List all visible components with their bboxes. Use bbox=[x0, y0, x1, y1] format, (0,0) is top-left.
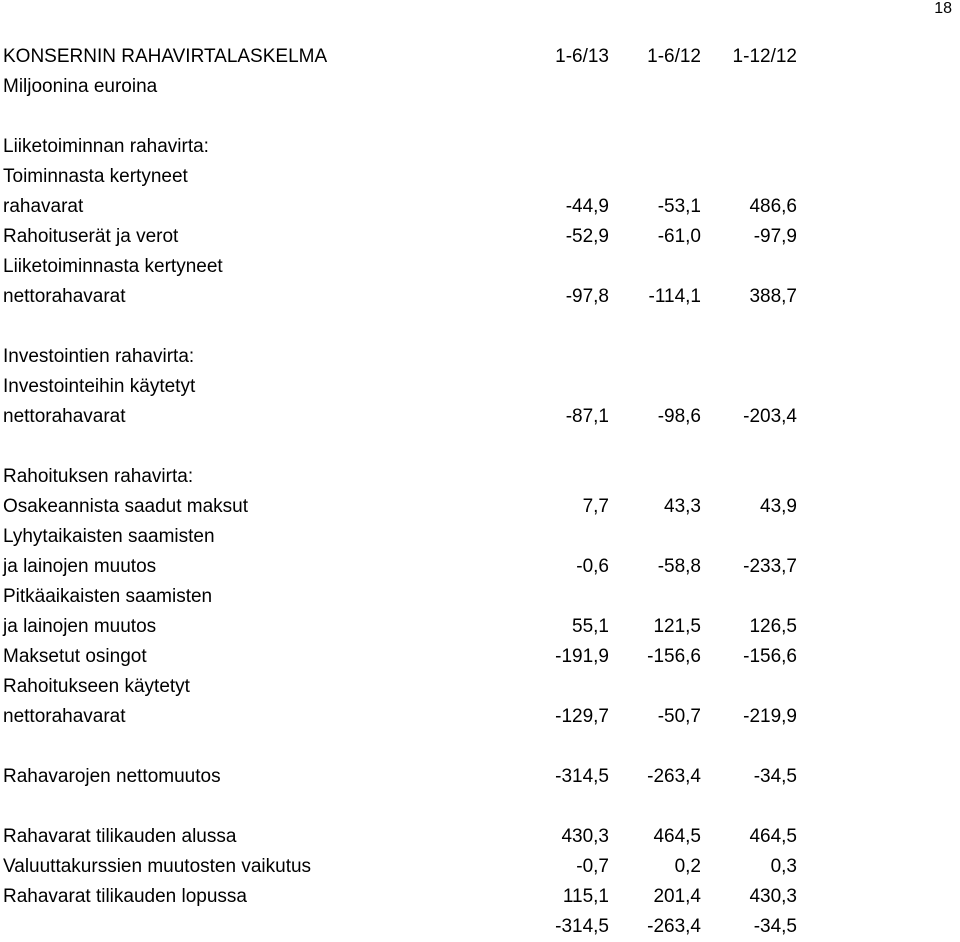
row-value-col-3: 486,6 bbox=[749, 196, 797, 217]
row-value-col-1: -87,1 bbox=[565, 406, 609, 427]
page-title: KONSERNIN RAHAVIRTALASKELMA bbox=[3, 46, 328, 67]
statement-header bbox=[3, 42, 960, 102]
row-value-col-2: 43,3 bbox=[664, 496, 701, 517]
title-row bbox=[3, 42, 960, 72]
table-row bbox=[3, 582, 960, 612]
row-value-col-3: 0,3 bbox=[770, 856, 797, 877]
table-row bbox=[3, 162, 960, 192]
row-value-col-1: 7,7 bbox=[582, 496, 609, 517]
row-label: Liiketoiminnasta kertyneet bbox=[3, 256, 223, 277]
row-value-col-2: 464,5 bbox=[653, 826, 701, 847]
row-value-col-1: -0,7 bbox=[576, 856, 609, 877]
page-subtitle: Miljoonina euroina bbox=[3, 76, 158, 97]
row-label: Liiketoiminnan rahavirta: bbox=[3, 136, 209, 157]
column-header-1-12-12: 1-12/12 bbox=[732, 46, 797, 67]
row-value-col-2: -61,0 bbox=[657, 226, 701, 247]
row-label: ja lainojen muutos bbox=[3, 616, 157, 637]
row-value-col-2: -263,4 bbox=[647, 916, 701, 937]
row-label: nettorahavarat bbox=[3, 706, 126, 727]
row-label: rahavarat bbox=[3, 196, 84, 217]
table-row bbox=[3, 312, 960, 342]
table-row bbox=[3, 912, 960, 942]
row-value-col-1: -52,9 bbox=[565, 226, 609, 247]
row-label: Investointeihin käytetyt bbox=[3, 376, 196, 397]
row-value-col-2: -50,7 bbox=[657, 706, 701, 727]
row-value-col-1: -44,9 bbox=[565, 196, 609, 217]
table-row bbox=[3, 462, 960, 492]
row-label: Rahoituksen rahavirta: bbox=[3, 466, 194, 487]
row-value-col-3: -34,5 bbox=[753, 766, 797, 787]
row-value-col-1: -0,6 bbox=[576, 556, 609, 577]
row-value-col-3: 464,5 bbox=[749, 826, 797, 847]
row-value-col-3: -97,9 bbox=[753, 226, 797, 247]
row-label: Pitkäaikaisten saamisten bbox=[3, 586, 213, 607]
row-value-col-2: -263,4 bbox=[647, 766, 701, 787]
table-row bbox=[3, 342, 960, 372]
row-value-col-3: -156,6 bbox=[743, 646, 797, 667]
row-value-col-3: -219,9 bbox=[743, 706, 797, 727]
row-label: Osakeannista saadut maksut bbox=[3, 496, 249, 517]
table-row bbox=[3, 882, 960, 912]
table-row bbox=[3, 132, 960, 162]
row-value-col-1: 430,3 bbox=[561, 826, 609, 847]
row-value-col-2: 121,5 bbox=[653, 616, 701, 637]
row-value-col-1: 55,1 bbox=[572, 616, 609, 637]
row-label: ja lainojen muutos bbox=[3, 556, 157, 577]
column-header-1-6-12: 1-6/12 bbox=[647, 46, 701, 67]
page-number: 18 bbox=[934, 0, 952, 17]
row-value-col-1: -314,5 bbox=[555, 766, 609, 787]
table-row bbox=[3, 372, 960, 402]
table-row bbox=[3, 402, 960, 432]
row-value-col-1: -97,8 bbox=[565, 286, 609, 307]
table-row bbox=[3, 762, 960, 792]
row-value-col-2: -53,1 bbox=[657, 196, 701, 217]
row-value-col-2: -58,8 bbox=[657, 556, 701, 577]
table-row bbox=[3, 702, 960, 732]
row-label: nettorahavarat bbox=[3, 406, 126, 427]
row-label: Maksetut osingot bbox=[3, 646, 147, 667]
table-row bbox=[3, 552, 960, 582]
table-row bbox=[3, 492, 960, 522]
row-value-col-2: -156,6 bbox=[647, 646, 701, 667]
row-value-col-3: 43,9 bbox=[760, 496, 797, 517]
row-value-col-2: -98,6 bbox=[657, 406, 701, 427]
row-value-col-1: -191,9 bbox=[555, 646, 609, 667]
row-value-col-2: 201,4 bbox=[653, 886, 701, 907]
table-row bbox=[3, 282, 960, 312]
row-label: Valuuttakurssien muutosten vaikutus bbox=[3, 856, 312, 877]
table-row bbox=[3, 432, 960, 462]
table-row bbox=[3, 252, 960, 282]
row-label: nettorahavarat bbox=[3, 286, 126, 307]
table-row bbox=[3, 732, 960, 762]
cash-flow-table bbox=[3, 132, 960, 942]
row-value-col-2: 0,2 bbox=[674, 856, 701, 877]
table-row bbox=[3, 612, 960, 642]
row-label: Rahavarat tilikauden lopussa bbox=[3, 886, 247, 907]
row-value-col-2: -114,1 bbox=[648, 286, 701, 307]
row-label: Rahavarat tilikauden alussa bbox=[3, 826, 237, 847]
table-row bbox=[3, 792, 960, 822]
table-row bbox=[3, 522, 960, 552]
table-row bbox=[3, 852, 960, 882]
row-value-col-1: 115,1 bbox=[562, 886, 609, 907]
row-value-col-1: -129,7 bbox=[555, 706, 609, 727]
row-value-col-3: 126,5 bbox=[749, 616, 797, 637]
row-value-col-3: 388,7 bbox=[749, 286, 797, 307]
table-row bbox=[3, 192, 960, 222]
row-label: Rahoitukseen käytetyt bbox=[3, 676, 190, 697]
row-label: Rahoituserät ja verot bbox=[3, 226, 179, 247]
column-header-1-6-13: 1-6/13 bbox=[555, 46, 609, 67]
row-value-col-1: -314,5 bbox=[555, 916, 609, 937]
row-value-col-3: -203,4 bbox=[743, 406, 797, 427]
row-label: Toiminnasta kertyneet bbox=[3, 166, 188, 187]
subtitle-row bbox=[3, 72, 960, 102]
table-row bbox=[3, 642, 960, 672]
table-row bbox=[3, 222, 960, 252]
row-label: Lyhytaikaisten saamisten bbox=[3, 526, 215, 547]
row-label: Investointien rahavirta: bbox=[3, 346, 195, 367]
table-row bbox=[3, 672, 960, 702]
row-value-col-3: -34,5 bbox=[753, 916, 797, 937]
row-value-col-3: 430,3 bbox=[749, 886, 797, 907]
table-row bbox=[3, 822, 960, 852]
row-label: Rahavarojen nettomuutos bbox=[3, 766, 221, 787]
row-value-col-3: -233,7 bbox=[743, 556, 797, 577]
